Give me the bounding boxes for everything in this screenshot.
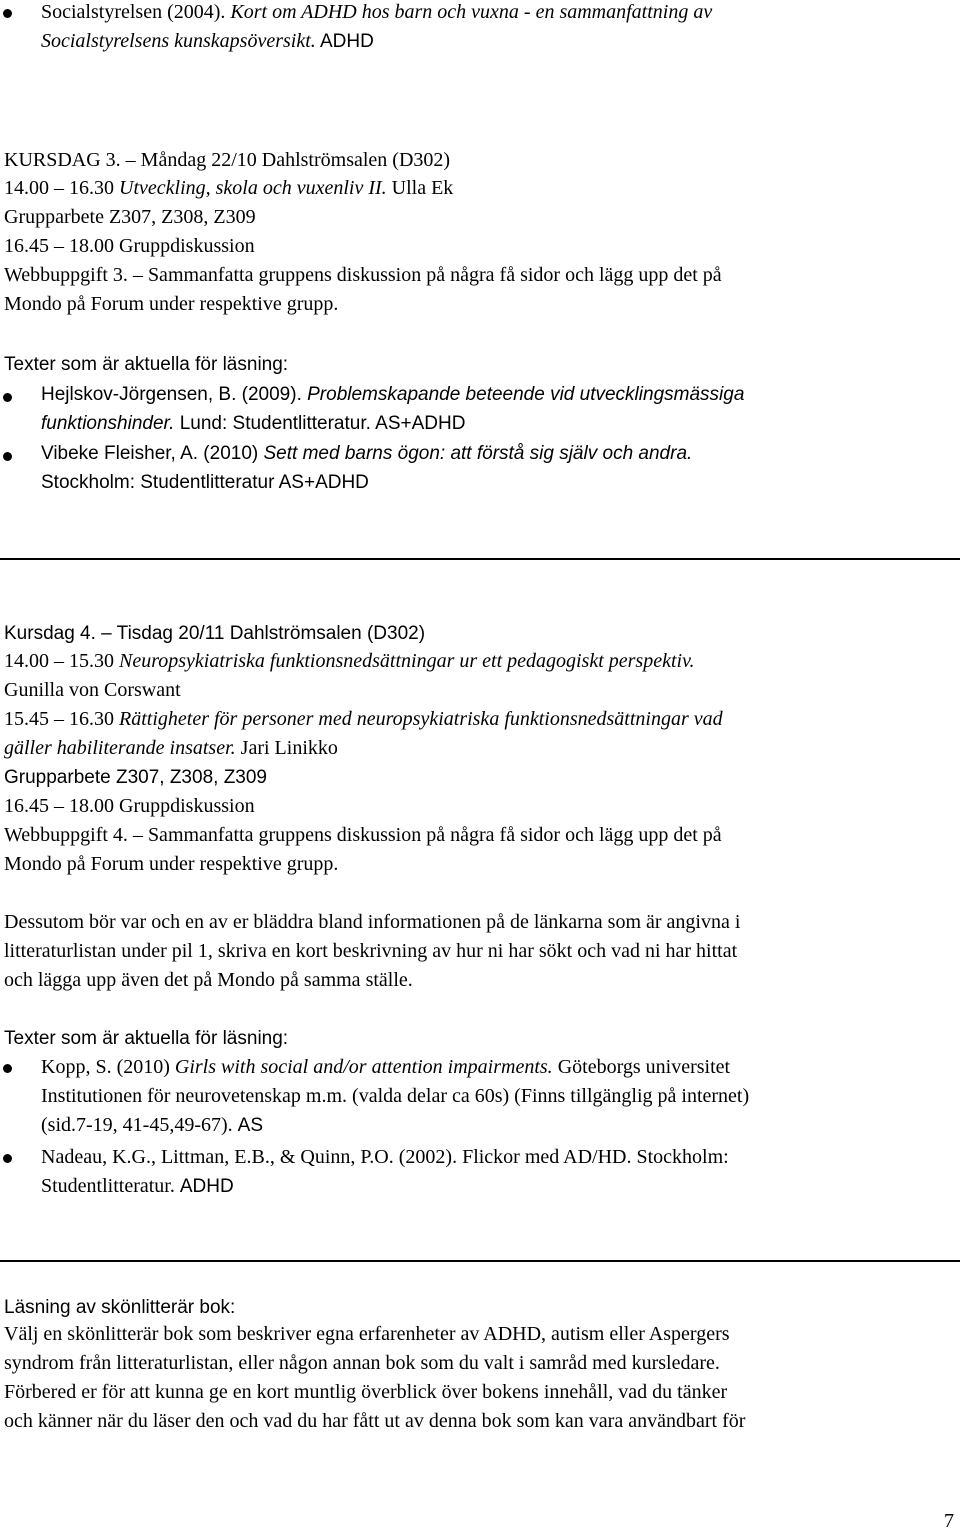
web-assignment-text: – Sammanfatta gruppens diskussion på några få sidor och lägg upp det på: [127, 824, 722, 846]
schedule-line: 16.45 – 18.00 Gruppdiskussion: [4, 795, 255, 817]
reference-author: Vibeke Fleisher, A. (2010): [41, 443, 264, 464]
reference-author: Socialstyrelsen (2004).: [41, 1, 231, 23]
reference-line: Institutionen för neurovetenskap m.m. (valda delar ca 60s) (Finns tillgänglig på internet): [41, 1085, 750, 1107]
bullet-icon: [3, 393, 12, 402]
paragraph-line: och lägga upp även det på Mondo på samma ställe.: [4, 969, 413, 991]
reference-tag: AS: [237, 1115, 263, 1136]
reference-pages: (sid.7-19, 41-45,49-67).: [41, 1114, 238, 1136]
schedule-time: 14.00 – 16.30: [4, 177, 119, 199]
course-day-heading: KURSDAG 3. – Måndag 22/10 Dahlströmsalen (D302): [4, 149, 451, 171]
reference-line: [41, 380, 744, 409]
paragraph-line: litteraturlistan under pil 1, skriva en kort beskrivning av hur ni har sökt och vad ni har hittat: [4, 940, 738, 962]
reference-line: Nadeau, K.G., Littman, E.B., & Quinn, P.O. (2002). Flickor med AD/HD. Stockholm:: [41, 1146, 729, 1168]
reference-line: [41, 0, 712, 27]
reference-title: Girls with social and/or attention impairments.: [174, 1056, 553, 1078]
schedule-time: 15.45 – 16.30: [4, 708, 119, 730]
reading-heading: Texter som är aktuella för läsning:: [4, 354, 289, 375]
reference-title: Kort om ADHD hos barn och vuxna - en sammanfattning av: [230, 1, 713, 23]
schedule-line: [4, 734, 338, 763]
web-assignment-label: Webbuppgift 4.: [4, 824, 128, 846]
web-assignment-line: Mondo på Forum under respektive grupp.: [4, 853, 339, 875]
schedule-time: 14.00 – 15.30: [4, 650, 119, 672]
reference-publisher: Stockholm: Studentlitteratur: [41, 472, 279, 493]
reference-title: Socialstyrelsens kunskapsöversikt.: [41, 30, 316, 52]
bullet-icon: [3, 452, 12, 461]
section-divider: [0, 558, 960, 560]
reference-publisher: Studentlitteratur.: [41, 1175, 180, 1197]
reference-line: [41, 1172, 234, 1201]
reference-publisher: Göteborgs universitet: [552, 1056, 731, 1078]
bullet-icon: [3, 9, 12, 18]
reference-title: funktionshinder.: [41, 413, 175, 434]
web-assignment-line: [4, 821, 722, 850]
reference-tag: AS+ADHD: [375, 413, 466, 434]
reference-line: [41, 439, 692, 468]
section-divider: [0, 1260, 960, 1262]
course-day-heading: Kursdag 4. – Tisdag 20/11 Dahlströmsalen (D302): [4, 623, 426, 644]
web-assignment-label: Webbuppgift 3.: [4, 264, 128, 286]
schedule-speaker: Jari Linikko: [235, 737, 338, 759]
reading-heading: Texter som är aktuella för läsning:: [4, 1028, 289, 1049]
paragraph-line: och känner när du läser den och vad du har fått ut av denna bok som kan vara användbart för: [4, 1410, 746, 1432]
schedule-line: [4, 174, 453, 203]
schedule-line: [4, 705, 723, 734]
web-assignment-line: Mondo på Forum under respektive grupp.: [4, 293, 339, 315]
reference-tag: ADHD: [179, 1176, 234, 1197]
schedule-topic: Neuropsykiatriska funktionsnedsättningar ur ett pedagogiskt perspektiv.: [119, 650, 695, 672]
paragraph-line: Välj en skönlitterär bok som beskriver egna erfarenheter av ADHD, autism eller Aspergers: [4, 1323, 730, 1345]
schedule-topic: Utveckling, skola och vuxenliv II.: [119, 177, 387, 199]
schedule-speaker: Gunilla von Corswant: [4, 679, 181, 701]
schedule-line: [4, 647, 694, 676]
fiction-reading-heading: Läsning av skönlitterär bok:: [4, 1297, 236, 1318]
reference-author: Hejlskov-Jörgensen, B. (2009).: [41, 384, 308, 405]
reference-line: [41, 1053, 730, 1082]
page-number: 7: [944, 1510, 954, 1532]
reference-title: Problemskapande beteende vid utvecklingsmässiga: [307, 384, 745, 405]
schedule-topic: Rättigheter för personer med neuropsykiatriska funktionsnedsättningar vad: [119, 708, 723, 730]
paragraph-line: Dessutom bör var och en av er bläddra bland informationen på de länkarna som är angivna i: [4, 911, 741, 933]
reference-line: [41, 27, 374, 56]
reference-author: Kopp, S. (2010): [41, 1056, 175, 1078]
schedule-speaker: Ulla Ek: [386, 177, 454, 199]
bullet-icon: [3, 1064, 12, 1073]
reference-line: [41, 1111, 263, 1140]
reference-line: [41, 468, 369, 497]
bullet-icon: [3, 1154, 12, 1163]
group-work-line: Grupparbete Z307, Z308, Z309: [4, 767, 267, 788]
paragraph-line: syndrom från litteraturlistan, eller någon annan bok som du valt i samråd med kursledare.: [4, 1352, 720, 1374]
reference-line: [41, 409, 465, 438]
web-assignment-text: – Sammanfatta gruppens diskussion på några få sidor och lägg upp det på: [127, 264, 722, 286]
web-assignment-line: [4, 261, 722, 290]
schedule-topic: gäller habiliterande insatser.: [4, 737, 236, 759]
paragraph-line: Förbered er för att kunna ge en kort muntlig överblick över bokens innehåll, vad du tänker: [4, 1381, 728, 1403]
reference-publisher: Lund: Studentlitteratur.: [174, 413, 376, 434]
schedule-line: 16.45 – 18.00 Gruppdiskussion: [4, 235, 255, 257]
reference-title: Sett med barns ögon: att förstå sig själv och andra.: [263, 443, 693, 464]
reference-tag: AS+ADHD: [278, 472, 369, 493]
reference-tag: ADHD: [315, 31, 374, 52]
group-work-line: Grupparbete Z307, Z308, Z309: [4, 206, 256, 228]
